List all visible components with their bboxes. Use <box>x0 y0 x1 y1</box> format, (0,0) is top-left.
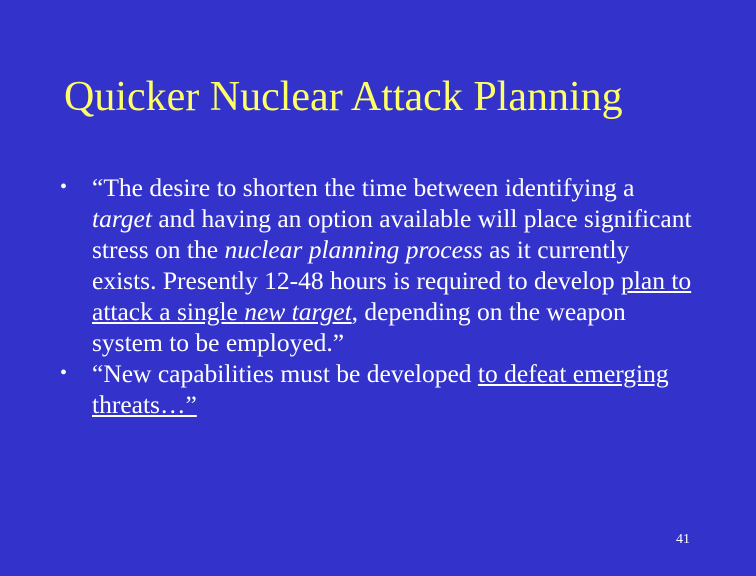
bullet-item-2 <box>60 358 700 420</box>
bullet-list <box>60 172 700 420</box>
bullet2-underlined-defeat: to defeat emerging threats…” <box>92 359 669 419</box>
bullet-marker: • <box>60 176 68 198</box>
bullet1-text-1: “The desire to shorten the time between identifying a <box>92 173 635 202</box>
page-number: 41 <box>676 532 690 547</box>
bullet1-underlined-plan: plan to attack a single <box>92 266 692 326</box>
bullet1-underlined-new-target: new target <box>244 297 352 326</box>
bullet1-text-target: target <box>92 204 152 233</box>
bullet1-text-process: nuclear planning process <box>224 235 483 264</box>
bullet1-text-3: as it currently exists. Presently 12-48 hours is required to develop <box>92 235 630 295</box>
bullet-item-1 <box>60 172 700 358</box>
bullet1-text-4: , depending on the weapon system to be employed.” <box>92 297 626 357</box>
slide-title: Quicker Nuclear Attack Planning <box>64 74 623 120</box>
bullet-marker: • <box>60 362 68 384</box>
bullet1-text-2: and having an option available will place significant stress on the <box>92 204 692 264</box>
bullet2-text-1: “New capabilities must be developed <box>92 359 478 388</box>
